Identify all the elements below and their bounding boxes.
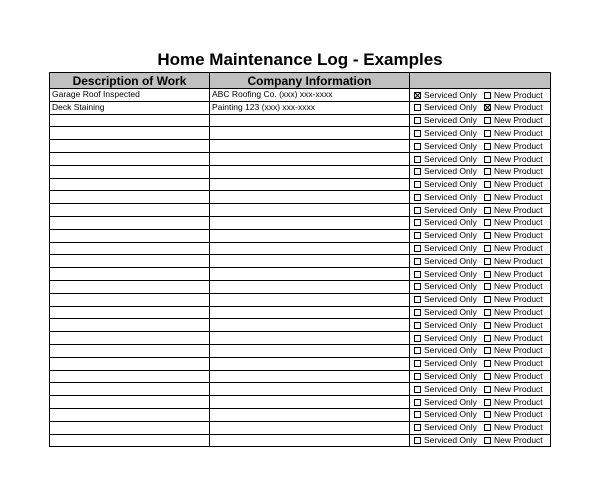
new-product-label: New Product — [494, 396, 543, 407]
new-product-checkbox[interactable] — [484, 143, 491, 150]
new-product-label: New Product — [494, 345, 543, 356]
new-product-label: New Product — [494, 268, 543, 279]
new-product-label: New Product — [494, 409, 543, 420]
service-type-cell — [410, 216, 551, 229]
service-type-cell — [410, 421, 551, 434]
serviced-only-checkbox[interactable] — [414, 130, 421, 137]
serviced-only-option[interactable] — [414, 409, 484, 420]
description-cell[interactable] — [50, 421, 210, 434]
company-cell[interactable] — [210, 165, 410, 178]
header-description: Description of Work — [50, 73, 210, 89]
serviced-only-label: Serviced Only — [424, 268, 477, 279]
table-row — [50, 165, 551, 178]
serviced-only-option[interactable] — [414, 217, 484, 228]
company-cell[interactable] — [210, 242, 410, 255]
new-product-label: New Product — [494, 281, 543, 292]
new-product-option[interactable] — [484, 358, 543, 369]
serviced-only-option[interactable] — [414, 230, 484, 241]
description-cell[interactable] — [50, 293, 210, 306]
company-cell[interactable] — [210, 370, 410, 383]
new-product-label: New Product — [494, 115, 543, 126]
new-product-label: New Product — [494, 255, 543, 266]
service-type-cell — [410, 293, 551, 306]
serviced-only-checkbox[interactable] — [414, 168, 421, 175]
new-product-label: New Product — [494, 217, 543, 228]
serviced-only-checkbox[interactable] — [414, 360, 421, 367]
company-cell[interactable]: Painting 123 (xxx) xxx-xxxx — [210, 101, 410, 114]
serviced-only-option[interactable] — [414, 90, 484, 101]
serviced-only-label: Serviced Only — [424, 191, 477, 202]
serviced-only-checkbox[interactable] — [414, 258, 421, 265]
serviced-only-option[interactable] — [414, 166, 484, 177]
new-product-option[interactable] — [484, 115, 543, 126]
service-type-cell — [410, 191, 551, 204]
service-type-cell — [410, 114, 551, 127]
service-type-cell — [410, 204, 551, 217]
service-type-cell — [410, 140, 551, 153]
new-product-checkbox[interactable] — [484, 181, 491, 188]
serviced-only-checkbox[interactable] — [414, 373, 421, 380]
serviced-only-label: Serviced Only — [424, 140, 477, 151]
new-product-option[interactable] — [484, 333, 543, 344]
serviced-only-label: Serviced Only — [424, 166, 477, 177]
serviced-only-option[interactable] — [414, 371, 484, 382]
company-cell[interactable] — [210, 280, 410, 293]
new-product-checkbox[interactable] — [484, 130, 491, 137]
service-type-cell — [410, 242, 551, 255]
table-row — [50, 383, 551, 396]
serviced-only-checkbox[interactable] — [414, 117, 421, 124]
new-product-option[interactable] — [484, 154, 543, 165]
new-product-checkbox[interactable] — [484, 271, 491, 278]
new-product-checkbox[interactable] — [484, 168, 491, 175]
description-cell[interactable] — [50, 152, 210, 165]
table-row — [50, 357, 551, 370]
serviced-only-checkbox[interactable] — [414, 245, 421, 252]
new-product-option[interactable] — [484, 384, 543, 395]
company-cell[interactable] — [210, 434, 410, 447]
company-cell[interactable] — [210, 293, 410, 306]
company-cell[interactable] — [210, 319, 410, 332]
table-row — [50, 332, 551, 345]
service-type-cell — [410, 165, 551, 178]
table-row — [50, 268, 551, 281]
serviced-only-option[interactable] — [414, 256, 484, 267]
new-product-checkbox[interactable] — [484, 232, 491, 239]
new-product-option[interactable] — [484, 179, 543, 190]
serviced-only-label: Serviced Only — [424, 435, 477, 446]
service-type-cell — [410, 152, 551, 165]
new-product-option[interactable] — [484, 320, 543, 331]
new-product-option[interactable] — [484, 230, 543, 241]
service-type-cell — [410, 319, 551, 332]
description-cell[interactable] — [50, 178, 210, 191]
table-row — [50, 204, 551, 217]
serviced-only-label: Serviced Only — [424, 332, 477, 343]
serviced-only-option[interactable] — [414, 422, 484, 433]
table-row — [50, 293, 551, 306]
serviced-only-option[interactable] — [414, 384, 484, 395]
new-product-label: New Product — [494, 89, 543, 100]
new-product-label: New Product — [494, 179, 543, 190]
description-cell[interactable] — [50, 434, 210, 447]
table-row — [50, 89, 551, 102]
service-type-cell — [410, 127, 551, 140]
serviced-only-label: Serviced Only — [424, 396, 477, 407]
description-cell[interactable]: Garage Roof Inspected — [50, 89, 210, 102]
table-body — [50, 89, 551, 447]
description-cell[interactable] — [50, 216, 210, 229]
new-product-checkbox[interactable] — [484, 373, 491, 380]
new-product-option[interactable] — [484, 243, 543, 254]
serviced-only-label: Serviced Only — [424, 217, 477, 228]
new-product-label: New Product — [494, 166, 543, 177]
table-row — [50, 114, 551, 127]
description-cell[interactable] — [50, 165, 210, 178]
serviced-only-checkbox[interactable] — [414, 156, 421, 163]
company-cell[interactable] — [210, 421, 410, 434]
table-row — [50, 421, 551, 434]
description-cell[interactable] — [50, 332, 210, 345]
table-row — [50, 178, 551, 191]
company-cell[interactable] — [210, 216, 410, 229]
serviced-only-label: Serviced Only — [424, 383, 477, 394]
service-type-cell — [410, 357, 551, 370]
new-product-option[interactable] — [484, 409, 543, 420]
new-product-label: New Product — [494, 371, 543, 382]
service-type-cell — [410, 101, 551, 114]
new-product-option[interactable] — [484, 192, 543, 203]
serviced-only-option[interactable] — [414, 128, 484, 139]
service-type-cell — [410, 89, 551, 102]
new-product-checkbox[interactable] — [484, 156, 491, 163]
company-cell[interactable] — [210, 344, 410, 357]
serviced-only-label: Serviced Only — [424, 294, 477, 305]
maintenance-log-table — [49, 72, 551, 447]
serviced-only-checkbox[interactable] — [414, 399, 421, 406]
table-row — [50, 216, 551, 229]
serviced-only-label: Serviced Only — [424, 89, 477, 100]
new-product-checkbox[interactable] — [484, 245, 491, 252]
new-product-label: New Product — [494, 294, 543, 305]
service-type-cell — [410, 229, 551, 242]
company-cell[interactable] — [210, 268, 410, 281]
serviced-only-option[interactable] — [414, 307, 484, 318]
serviced-only-checkbox[interactable] — [414, 271, 421, 278]
new-product-label: New Product — [494, 358, 543, 369]
description-cell[interactable]: Deck Staining — [50, 101, 210, 114]
new-product-label: New Product — [494, 435, 543, 446]
new-product-checkbox[interactable] — [484, 335, 491, 342]
new-product-option[interactable] — [484, 345, 543, 356]
new-product-checkbox[interactable] — [484, 347, 491, 354]
new-product-option[interactable] — [484, 90, 543, 101]
new-product-checkbox[interactable] — [484, 283, 491, 290]
serviced-only-checkbox[interactable] — [414, 437, 421, 444]
company-cell[interactable] — [210, 306, 410, 319]
serviced-only-checkbox[interactable] — [414, 207, 421, 214]
company-cell[interactable] — [210, 255, 410, 268]
serviced-only-checkbox[interactable] — [414, 232, 421, 239]
new-product-label: New Product — [494, 102, 543, 113]
serviced-only-label: Serviced Only — [424, 102, 477, 113]
description-cell[interactable] — [50, 344, 210, 357]
description-cell[interactable] — [50, 357, 210, 370]
service-type-cell — [410, 306, 551, 319]
serviced-only-label: Serviced Only — [424, 358, 477, 369]
new-product-label: New Product — [494, 243, 543, 254]
new-product-option[interactable] — [484, 307, 543, 318]
serviced-only-option[interactable] — [414, 435, 484, 446]
description-cell[interactable] — [50, 204, 210, 217]
description-cell[interactable] — [50, 114, 210, 127]
table-row — [50, 344, 551, 357]
table-row — [50, 319, 551, 332]
serviced-only-label: Serviced Only — [424, 345, 477, 356]
table-row — [50, 127, 551, 140]
description-cell[interactable] — [50, 306, 210, 319]
serviced-only-checkbox[interactable] — [414, 386, 421, 393]
page-title: Home Maintenance Log - Examples — [157, 50, 443, 69]
table-row — [50, 152, 551, 165]
table-row — [50, 306, 551, 319]
serviced-only-checkbox[interactable] — [414, 181, 421, 188]
service-type-cell — [410, 383, 551, 396]
table-row — [50, 280, 551, 293]
new-product-option[interactable] — [484, 269, 543, 280]
serviced-only-option[interactable] — [414, 141, 484, 152]
company-cell[interactable] — [210, 127, 410, 140]
table-row — [50, 191, 551, 204]
new-product-checkbox[interactable] — [484, 104, 491, 111]
table-row — [50, 242, 551, 255]
service-type-cell — [410, 344, 551, 357]
new-product-option[interactable] — [484, 397, 543, 408]
table-row — [50, 229, 551, 242]
description-cell[interactable] — [50, 408, 210, 421]
table-row — [50, 396, 551, 409]
company-cell[interactable]: ABC Roofing Co. (xxx) xxx-xxxx — [210, 89, 410, 102]
new-product-checkbox[interactable] — [484, 258, 491, 265]
service-type-cell — [410, 255, 551, 268]
company-cell[interactable] — [210, 152, 410, 165]
header-company: Company Information — [210, 73, 410, 89]
serviced-only-label: Serviced Only — [424, 255, 477, 266]
serviced-only-option[interactable] — [414, 205, 484, 216]
description-cell[interactable] — [50, 229, 210, 242]
serviced-only-checkbox[interactable] — [414, 309, 421, 316]
serviced-only-checkbox[interactable] — [414, 283, 421, 290]
serviced-only-option[interactable] — [414, 179, 484, 190]
new-product-checkbox[interactable] — [484, 424, 491, 431]
header-service-type — [410, 73, 551, 89]
serviced-only-option[interactable] — [414, 269, 484, 280]
service-type-cell — [410, 396, 551, 409]
table-row — [50, 101, 551, 114]
serviced-only-label: Serviced Only — [424, 204, 477, 215]
serviced-only-label: Serviced Only — [424, 153, 477, 164]
serviced-only-label: Serviced Only — [424, 409, 477, 420]
serviced-only-checkbox[interactable] — [414, 219, 421, 226]
description-cell[interactable] — [50, 396, 210, 409]
serviced-only-checkbox[interactable] — [414, 194, 421, 201]
new-product-label: New Product — [494, 191, 543, 202]
table-row — [50, 140, 551, 153]
new-product-checkbox[interactable] — [484, 360, 491, 367]
description-cell[interactable] — [50, 191, 210, 204]
company-cell[interactable] — [210, 191, 410, 204]
service-type-cell — [410, 332, 551, 345]
company-cell[interactable] — [210, 332, 410, 345]
new-product-label: New Product — [494, 422, 543, 433]
new-product-option[interactable] — [484, 256, 543, 267]
new-product-option[interactable] — [484, 281, 543, 292]
serviced-only-checkbox[interactable] — [414, 335, 421, 342]
company-cell[interactable] — [210, 396, 410, 409]
new-product-checkbox[interactable] — [484, 386, 491, 393]
new-product-option[interactable] — [484, 205, 543, 216]
description-cell[interactable] — [50, 370, 210, 383]
serviced-only-checkbox[interactable] — [414, 347, 421, 354]
new-product-option[interactable] — [484, 217, 543, 228]
serviced-only-label: Serviced Only — [424, 371, 477, 382]
serviced-only-option[interactable] — [414, 102, 484, 113]
new-product-label: New Product — [494, 307, 543, 318]
new-product-label: New Product — [494, 383, 543, 394]
new-product-label: New Product — [494, 153, 543, 164]
new-product-checkbox[interactable] — [484, 309, 491, 316]
serviced-only-option[interactable] — [414, 333, 484, 344]
serviced-only-option[interactable] — [414, 345, 484, 356]
description-cell[interactable] — [50, 127, 210, 140]
new-product-checkbox[interactable] — [484, 411, 491, 418]
description-cell[interactable] — [50, 268, 210, 281]
table-header-row — [50, 73, 551, 89]
service-type-cell — [410, 370, 551, 383]
new-product-checkbox[interactable] — [484, 194, 491, 201]
company-cell[interactable] — [210, 408, 410, 421]
serviced-only-checkbox[interactable] — [414, 104, 421, 111]
serviced-only-checkbox[interactable] — [414, 424, 421, 431]
description-cell[interactable] — [50, 319, 210, 332]
new-product-checkbox[interactable] — [484, 92, 491, 99]
serviced-only-label: Serviced Only — [424, 422, 477, 433]
company-cell[interactable] — [210, 229, 410, 242]
serviced-only-label: Serviced Only — [424, 115, 477, 126]
new-product-label: New Product — [494, 319, 543, 330]
serviced-only-checkbox[interactable] — [414, 92, 421, 99]
serviced-only-label: Serviced Only — [424, 281, 477, 292]
serviced-only-checkbox[interactable] — [414, 411, 421, 418]
new-product-option[interactable] — [484, 422, 543, 433]
service-type-cell — [410, 434, 551, 447]
service-type-cell — [410, 268, 551, 281]
serviced-only-option[interactable] — [414, 115, 484, 126]
description-cell[interactable] — [50, 280, 210, 293]
new-product-checkbox[interactable] — [484, 207, 491, 214]
company-cell[interactable] — [210, 140, 410, 153]
serviced-only-label: Serviced Only — [424, 127, 477, 138]
serviced-only-option[interactable] — [414, 243, 484, 254]
serviced-only-option[interactable] — [414, 397, 484, 408]
new-product-option[interactable] — [484, 102, 543, 113]
serviced-only-checkbox[interactable] — [414, 143, 421, 150]
new-product-label: New Product — [494, 140, 543, 151]
serviced-only-label: Serviced Only — [424, 230, 477, 241]
service-type-cell — [410, 408, 551, 421]
serviced-only-label: Serviced Only — [424, 179, 477, 190]
new-product-checkbox[interactable] — [484, 399, 491, 406]
new-product-label: New Product — [494, 230, 543, 241]
serviced-only-option[interactable] — [414, 358, 484, 369]
serviced-only-option[interactable] — [414, 294, 484, 305]
new-product-option[interactable] — [484, 371, 543, 382]
new-product-checkbox[interactable] — [484, 437, 491, 444]
service-type-cell — [410, 178, 551, 191]
new-product-label: New Product — [494, 332, 543, 343]
description-cell[interactable] — [50, 383, 210, 396]
service-type-cell — [410, 280, 551, 293]
new-product-option[interactable] — [484, 128, 543, 139]
serviced-only-label: Serviced Only — [424, 319, 477, 330]
serviced-only-label: Serviced Only — [424, 307, 477, 318]
serviced-only-label: Serviced Only — [424, 243, 477, 254]
new-product-option[interactable] — [484, 166, 543, 177]
new-product-option[interactable] — [484, 294, 543, 305]
serviced-only-option[interactable] — [414, 154, 484, 165]
company-cell[interactable] — [210, 357, 410, 370]
new-product-option[interactable] — [484, 141, 543, 152]
company-cell[interactable] — [210, 204, 410, 217]
company-cell[interactable] — [210, 114, 410, 127]
new-product-checkbox[interactable] — [484, 322, 491, 329]
company-cell[interactable] — [210, 383, 410, 396]
table-row — [50, 434, 551, 447]
new-product-label: New Product — [494, 204, 543, 215]
new-product-checkbox[interactable] — [484, 117, 491, 124]
serviced-only-checkbox[interactable] — [414, 322, 421, 329]
serviced-only-checkbox[interactable] — [414, 296, 421, 303]
description-cell[interactable] — [50, 242, 210, 255]
new-product-checkbox[interactable] — [484, 219, 491, 226]
table-row — [50, 370, 551, 383]
new-product-label: New Product — [494, 127, 543, 138]
serviced-only-option[interactable] — [414, 281, 484, 292]
company-cell[interactable] — [210, 178, 410, 191]
description-cell[interactable] — [50, 255, 210, 268]
serviced-only-option[interactable] — [414, 192, 484, 203]
table-row — [50, 255, 551, 268]
new-product-checkbox[interactable] — [484, 296, 491, 303]
table-row — [50, 408, 551, 421]
new-product-option[interactable] — [484, 435, 543, 446]
description-cell[interactable] — [50, 140, 210, 153]
serviced-only-option[interactable] — [414, 320, 484, 331]
